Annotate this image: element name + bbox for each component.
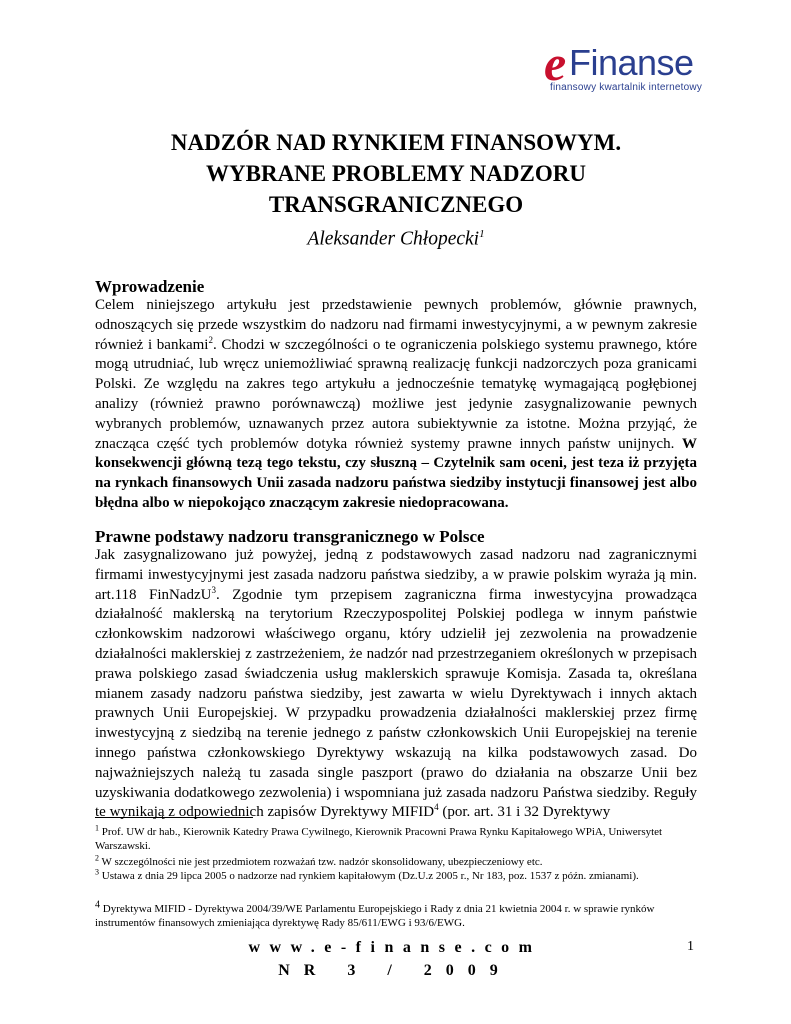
logo-word: Finanse	[569, 42, 694, 83]
footnote-2-num: 2	[95, 853, 99, 863]
page-number: 1	[687, 939, 694, 954]
title-line-2: WYBRANE PROBLEMY NADZORU	[206, 161, 586, 186]
intro-paragraph	[95, 296, 697, 514]
intro-heading: Wprowadzenie	[95, 277, 205, 296]
intro-thesis: W konsekwencji główną tezą tego tekstu, czy słuszną – Czytelnik sam oceni, jest teza iż przyjęta na rynkach finansowych Unii zasada nadzoru państwa siedziby instytucji finansowej jest albo błędna albo w niepokojąco znaczącym zakresie niedopracowana.	[95, 435, 697, 511]
author	[95, 228, 697, 251]
article-title	[95, 127, 697, 220]
footnote-1-text: Prof. UW dr hab., Kierownik Katedry Prawa Cywilnego, Kierownik Pracowni Prawa Rynku Kapitałowego WPiA, Uniwersytet Warszawski.	[95, 826, 663, 852]
footnote-4-num: 4	[95, 899, 100, 911]
footnote-separator	[95, 817, 253, 818]
footnote-2	[95, 855, 697, 869]
footnote-3	[95, 869, 697, 883]
legal-heading: Prawne podstawy nadzoru transgranicznego w Polsce	[95, 527, 485, 546]
footnote-2-text: W szczególności nie jest przedmiotem rozważań tzw. nadzór skonsolidowany, ubezpieczeniowy etc.	[99, 856, 543, 868]
legal-paragraph	[95, 546, 697, 823]
legal-text-2: . Zgodnie tym przepisem zagraniczna firma inwestycyjna prowadząca działalność maklerską na terytorium Rzeczypospolitej Polskiej podlega w innym państwie członkowskim nadzorowi właściwego organu, który udzielił jej zezwolenia na prowadzenie działalności maklerskiej z zastrzeżeniem, że nadzór nad przestrzeganiem określonych w przepisach prawa polskiego zasad świadczenia usług maklerskich sprawuje Komisja. Zasada ta, określana mianem zasady nadzoru państwa siedziby, jest zawarta w wielu Dyrektywach i innych aktach prawnych Unii Europejskiej. W przypadku prowadzenia działalności maklerskiej przez firmę inwestycyjną z siedzibą na terenie jednego z państw członkowskich Unii Europejskiej na terenie innego państwa członkowskiego Dyrektywy wskazują na kilka podstawowych zasad. Do najważniejszych należą tu zasada single paszport (prawo do działania na obszarze Unii bez uzyskiwania dodatkowego zezwolenia) i wspomniana już zasada nadzoru Państwa siedziby. Reguły te wynikają z odpowiednich zapisów Dyrektywy MIFID	[95, 586, 697, 821]
author-name: Aleksander Chłopecki	[307, 228, 480, 250]
footnote-ref-2: 2	[208, 334, 213, 345]
footnote-3-text: Ustawa z dnia 29 lipca 2005 o nadzorze nad rynkiem kapitałowym (Dz.U.z 2005 r., Nr 183, poz. 1537 z późn. zmianami).	[99, 870, 639, 882]
title-line-3: TRANSGRANICZNEGO	[268, 192, 524, 217]
footer-issue: NR 3 / 2009	[278, 962, 512, 979]
footnote-1-num: 1	[95, 823, 99, 833]
title-line-1: NADZÓR NAD RYNKIEM FINANSOWYM.	[170, 130, 622, 155]
intro-text-1: Celem niniejszego artykułu jest przedstawienie pewnych problemów, głównie prawnych, odnoszących się przede wszystkim do nadzoru nad firmami inwestycyjnymi, a w pewnym zakresie również i bankami	[95, 297, 697, 353]
footnote-ref-4: 4	[434, 802, 439, 813]
legal-text-1: Jak zasygnalizowano już powyżej, jedną z podstawowych zasad nadzoru nad zagranicznymi firmami inwestycyjnymi jest zasada nadzoru państwa siedziby, a w prawie polskim wyraża ją min. art.118 FinNadzU	[95, 547, 697, 603]
author-footnote-ref: 1	[479, 228, 485, 240]
footnote-ref-3: 3	[211, 584, 216, 595]
logo-e: e	[544, 35, 567, 91]
intro-text-2: . Chodzi w szczególności o te ograniczenia polskiego systemu prawnego, które mogą utrudniać, lub wręcz uniemożliwiać sprawną realizację funkcji nadzorczych poza granicami Polski. Ze względu na zakres tego artykułu a jednocześnie tematykę wymagającą pogłębionej analizy (również prawno porównawczą) możliwe jest jedynie zasygnalizowanie pewnych wybranych problemów, uznawanych przez autora subiektywnie za istotne. Można przyjąć, że znacząca część tych problemów dotyka również systemy prawne innych państw unijnych.	[95, 336, 697, 452]
legal-text-3: (por. art. 31 i 32 Dyrektywy	[438, 804, 611, 821]
footnote-4	[95, 899, 697, 930]
logo-tagline: finansowy kwartalnik internetowy	[550, 82, 703, 93]
efinanse-logo	[544, 35, 704, 102]
footer-url: www.e-finanse.com	[248, 939, 542, 956]
footnote-4-text: Dyrektywa MIFID - Dyrektywa 2004/39/WE Parlamentu Europejskiego i Rady z dnia 21 kwietnia 2004 r. w sprawie rynków instrumentów finansowych zmieniająca dyrektywę Rady 85/611/EWG i 93/6/EWG.	[95, 903, 655, 929]
footnote-3-num: 3	[95, 867, 99, 877]
footnote-1	[95, 825, 697, 853]
